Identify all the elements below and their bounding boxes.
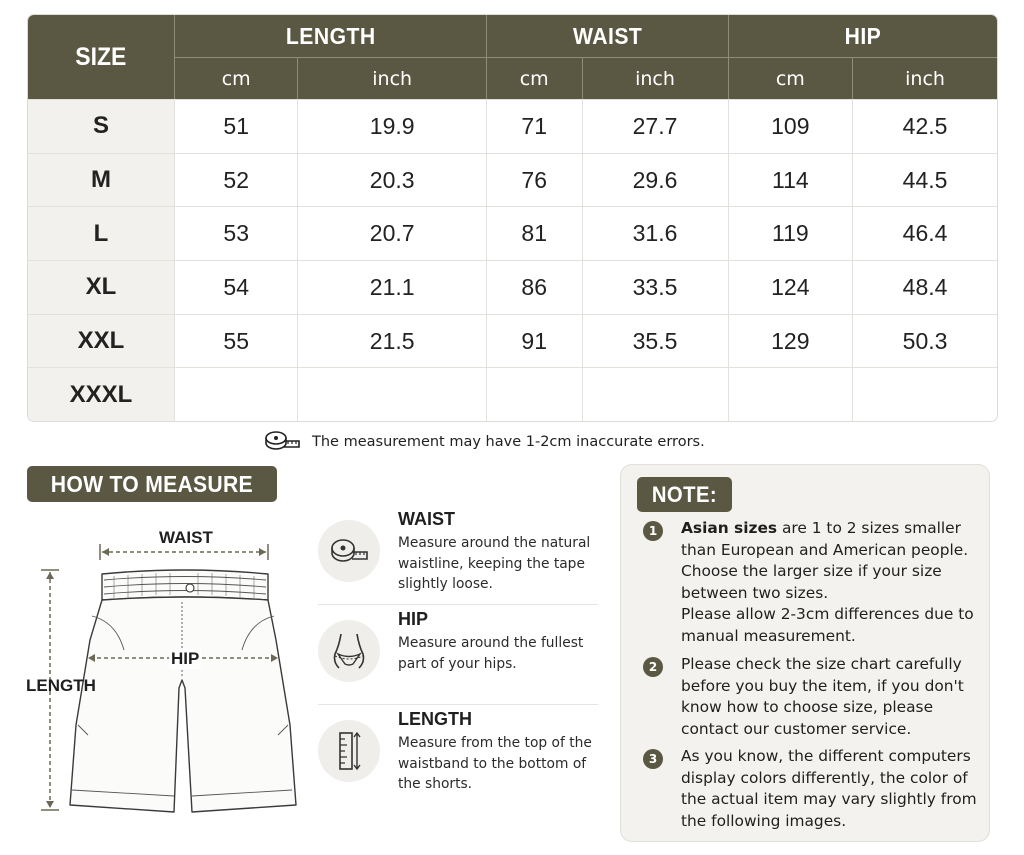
length-cm-cell: 54: [174, 260, 297, 314]
note-panel: [620, 464, 990, 842]
length-cm-cell: 52: [174, 153, 297, 207]
measure-heading: LENGTH: [398, 709, 472, 729]
hip-inch-cell: 42.5: [852, 99, 997, 153]
how-to-measure-title: HOW TO MEASURE: [27, 466, 277, 502]
hip-cm-cell: [728, 367, 853, 421]
hip-cm-header: cm: [728, 58, 853, 99]
size-cell: XL: [28, 260, 174, 314]
note-number-badge: 2: [643, 657, 663, 677]
length-cm-cell: 53: [174, 206, 297, 260]
hip-cm-cell: 129: [728, 314, 853, 368]
table-row: [28, 206, 997, 260]
size-cell: XXXL: [28, 367, 174, 421]
hip-inch-cell: 50.3: [852, 314, 997, 368]
size-cell: XXL: [28, 314, 174, 368]
measure-instructions: [318, 505, 598, 805]
note-text: As you know, the different computers display colors differently, the color of the actual item may vary slightly from the following images.: [681, 747, 977, 830]
waist-cm-cell: 91: [486, 314, 582, 368]
waist-cm-cell: 81: [486, 206, 582, 260]
size-column-header: SIZE: [28, 15, 174, 99]
size-cell: L: [28, 206, 174, 260]
waist-inch-cell: 27.7: [582, 99, 728, 153]
length-group-header: LENGTH: [174, 15, 486, 58]
note-bold-text: Asian sizes: [681, 519, 778, 537]
length-cm-cell: 51: [174, 99, 297, 153]
length-inch-cell: 20.3: [297, 153, 486, 207]
hip-inch-header: inch: [852, 58, 997, 99]
table-unit-header-row: [28, 58, 997, 99]
hip-inch-cell: 48.4: [852, 260, 997, 314]
note-title: NOTE:: [637, 477, 732, 512]
table-row: [28, 314, 997, 368]
length-inch-cell: 21.5: [297, 314, 486, 368]
length-inch-cell: 21.1: [297, 260, 486, 314]
measure-item-hip: [318, 605, 598, 705]
hip-cm-cell: 124: [728, 260, 853, 314]
length-cm-cell: [174, 367, 297, 421]
waist-inch-cell: 29.6: [582, 153, 728, 207]
measure-heading: HIP: [398, 609, 429, 629]
note-number-badge: 1: [643, 521, 663, 541]
length-dimension-label: LENGTH: [26, 676, 96, 695]
waist-dimension-label: WAIST: [159, 528, 213, 547]
note-text: Please check the size chart carefully before you buy the item, if you don't know how to choose size, please contact our customer service.: [681, 655, 964, 738]
measure-item-length: [318, 705, 598, 805]
size-chart-table: [27, 14, 998, 422]
waist-cm-cell: 76: [486, 153, 582, 207]
table-row: [28, 99, 997, 153]
note-body-text: are 1 to 2 sizes smaller than European and American people. Choose the larger size if your size between two sizes.: [681, 519, 969, 602]
hip-inch-cell: 46.4: [852, 206, 997, 260]
waist-inch-cell: 31.6: [582, 206, 728, 260]
accuracy-note-text: The measurement may have 1-2cm inaccurate errors.: [312, 434, 705, 450]
measure-description: Measure around the natural waistline, keeping the tape slightly loose.: [398, 535, 591, 592]
waist-inch-cell: 33.5: [582, 260, 728, 314]
table-row: [28, 153, 997, 207]
measure-heading: WAIST: [398, 509, 455, 529]
note-number-badge: 3: [643, 749, 663, 769]
note-extra-text: Please allow 2-3cm differences due to manual measurement.: [681, 605, 974, 645]
waist-group-header: WAIST: [486, 15, 728, 58]
waist-inch-cell: 35.5: [582, 314, 728, 368]
length-cm-cell: 55: [174, 314, 297, 368]
waist-cm-cell: 86: [486, 260, 582, 314]
waist-cm-header: cm: [486, 58, 582, 99]
accuracy-note: [264, 430, 705, 454]
hips-icon: [318, 620, 380, 682]
waist-cm-cell: 71: [486, 99, 582, 153]
length-inch-cell: 20.7: [297, 206, 486, 260]
hip-cm-cell: 114: [728, 153, 853, 207]
note-text: [681, 518, 981, 648]
waist-inch-cell: [582, 367, 728, 421]
tape-measure-icon: [318, 520, 380, 582]
hip-inch-cell: [852, 367, 997, 421]
hip-cm-cell: 109: [728, 99, 853, 153]
hip-inch-cell: 44.5: [852, 153, 997, 207]
measure-description: Measure from the top of the waistband to the bottom of the shorts.: [398, 735, 592, 792]
table-row: [28, 260, 997, 314]
length-inch-header: inch: [297, 58, 486, 99]
hip-dimension-label: HIP: [171, 649, 200, 668]
shorts-illustration: [20, 520, 310, 820]
size-cell: M: [28, 153, 174, 207]
length-ruler-icon: [318, 720, 380, 782]
length-cm-header: cm: [174, 58, 297, 99]
table-group-header-row: [28, 15, 997, 58]
hip-group-header: HIP: [728, 15, 997, 58]
size-cell: S: [28, 99, 174, 153]
measure-description: Measure around the fullest part of your hips.: [398, 635, 584, 672]
tape-measure-icon: [264, 429, 302, 455]
shorts-diagram: [20, 520, 310, 820]
length-inch-cell: [297, 367, 486, 421]
measure-item-waist: [318, 505, 598, 605]
length-inch-cell: 19.9: [297, 99, 486, 153]
waist-inch-header: inch: [582, 58, 728, 99]
table-row: [28, 367, 997, 421]
hip-cm-cell: 119: [728, 206, 853, 260]
waist-cm-cell: [486, 367, 582, 421]
